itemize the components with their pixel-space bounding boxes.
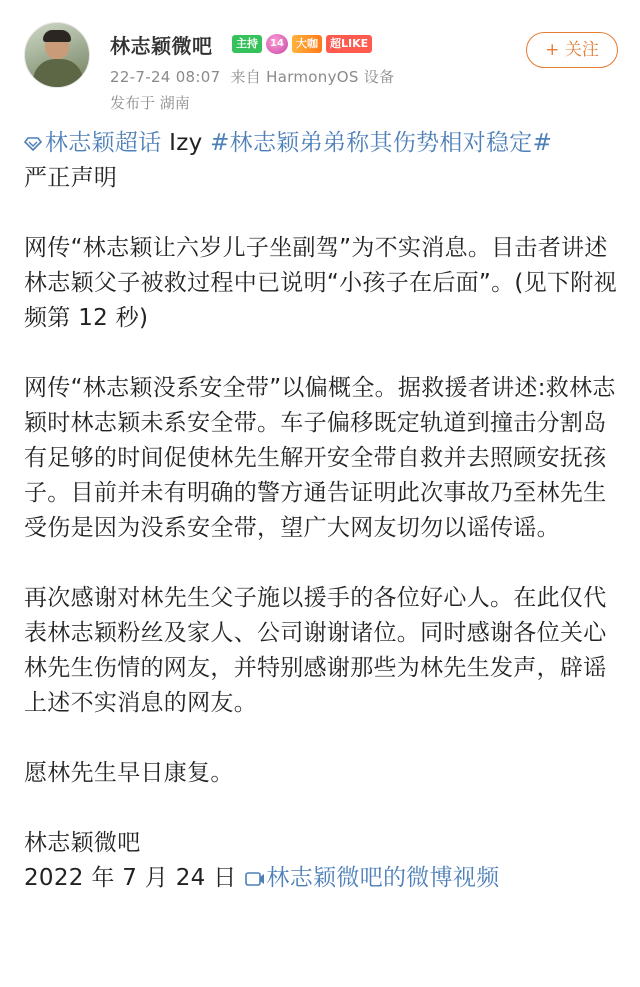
big-shot-badge: 大咖 [292,35,322,53]
supertopic-label: 林志颖超话 [45,130,162,156]
post-meta [110,66,394,87]
supertopic-diamond-icon [24,137,42,151]
post-timestamp: 22-7-24 08:07 [110,68,221,86]
video-link-label: 林志颖微吧的微博视频 [266,865,500,891]
username[interactable]: 林志颖微吧 [110,34,213,58]
paragraph-4: 愿林先生早日康复。 [24,760,234,786]
date-line [24,861,620,896]
super-like-badge: 超LIKE [326,35,372,53]
statement-title: 严正声明 [24,165,118,191]
video-play-icon [245,871,265,887]
signature-block [24,826,620,896]
user-badges [232,34,372,54]
paragraph-3: 再次感谢对林先生父子施以援手的各位好心人。在此仅代表林志颖粉丝及家人、公司谢谢诸位。同时感谢各位关心林先生伤情的网友，并特别感谢那些为林先生发声，辟谣上述不实消息的网友。 [24,585,607,716]
post-content [24,126,620,896]
post-source: 来自 HarmonyOS 设备 [230,68,395,86]
host-badge: 主持 [232,35,262,53]
signature: 林志颖微吧 [24,830,141,856]
hashtag-link[interactable]: #林志颖弟弟称其伤势相对稳定# [210,130,553,156]
supertopic-link[interactable] [24,130,162,156]
video-link[interactable] [237,865,500,891]
topic-suffix: Izy [161,130,211,156]
avatar[interactable] [24,22,90,88]
statement-date: 2022 年 7 月 24 日 [24,865,237,891]
paragraph-2: 网传“林志颖没系安全带”以偏概全。据救援者讲述:救林志颖时林志颖未系安全带。车子偏移既定轨道到撞击分割岛有足够的时间促使林先生解开安全带自救并去照顾安抚孩子。目前并未有明确的警方通告证明此次事故乃至林先生受伤是因为没系安全带，望广大网友切勿以谣传谣。 [24,375,616,541]
paragraph-1: 网传“林志颖让六岁儿子坐副驾”为不实消息。目击者讲述林志颖父子被救过程中已说明“小孩子在后面”。(见下附视频第 12 秒) [24,235,617,331]
post-intro [24,126,620,196]
follow-button[interactable]: + 关注 [526,32,618,68]
avatar-figure-hair [43,30,71,42]
avatar-figure-body [33,59,83,88]
post-location: 发布于 湖南 [110,94,190,112]
fan-level-heart-icon: 14 [266,34,288,54]
